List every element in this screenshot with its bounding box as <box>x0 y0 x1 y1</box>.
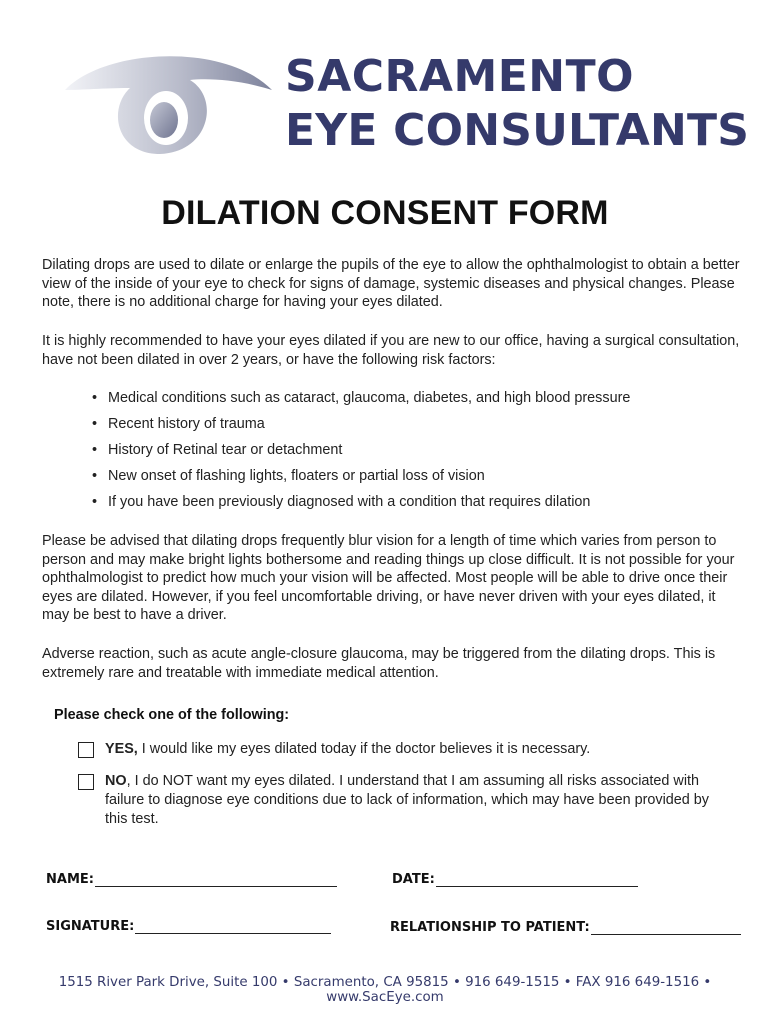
relationship-label: RELATIONSHIP TO PATIENT: <box>390 920 590 935</box>
list-item <box>92 388 732 414</box>
option-no <box>78 772 728 829</box>
adverse-reaction-paragraph: Adverse reaction, such as acute angle-closure glaucoma, may be triggered from the dilating drops. This is extremely rare and treatable with immediate medical attention. <box>42 646 716 681</box>
no-checkbox[interactable] <box>78 774 94 790</box>
option-no-strong: NO <box>105 773 127 789</box>
signature-label: SIGNATURE: <box>46 919 135 934</box>
risk-factor-text: History of Retinal tear or detachment <box>108 442 343 458</box>
bullet-icon: • <box>92 390 98 406</box>
name-field <box>46 872 337 887</box>
side-effects-paragraph: Please be advised that dilating drops frequently blur vision for a length of time which varies from person to person and may make bright lights bothersome and reading things up close difficult. It is not possible for your ophthalmologist to predict how much your vision will be affected. Most people will be able to drive once their eyes are dilated. However, if you feel uncomfortable driving, or have never driven with your eyes dilated, it may be best to have a driver. <box>42 533 735 624</box>
signature-input-line[interactable] <box>135 919 331 934</box>
list-item <box>92 466 732 492</box>
list-item <box>92 414 732 440</box>
brand-line-2: EYE CONSULTANTS <box>285 105 750 156</box>
risk-factor-text: Recent history of trauma <box>108 416 265 432</box>
option-yes <box>78 740 728 759</box>
date-input-line[interactable] <box>436 872 638 887</box>
option-no-text <box>105 772 728 829</box>
risk-factor-text: If you have been previously diagnosed with a condition that requires dilation <box>108 494 591 510</box>
form-title: DILATION CONSENT FORM <box>161 194 609 232</box>
list-item <box>92 440 732 466</box>
risk-factor-list <box>92 388 732 518</box>
relationship-input-line[interactable] <box>591 920 741 935</box>
footer-contact: 1515 River Park Drive, Suite 100 • Sacramento, CA 95815 • 916 649-1515 • FAX 916 649-1516 • www.SacEye.com <box>58 975 712 1005</box>
relationship-field <box>390 920 741 935</box>
option-yes-detail: I would like my eyes dilated today if the doctor believes it is necessary. <box>137 741 591 757</box>
recommendation-paragraph: It is highly recommended to have your eyes dilated if you are new to our office, having a surgical consultation, have not been dilated in over 2 years, or have the following risk factors: <box>42 333 740 368</box>
name-label: NAME: <box>46 872 94 887</box>
bullet-icon: • <box>92 442 98 458</box>
brand-line-1: SACRAMENTO <box>285 51 635 102</box>
signature-field <box>46 919 331 934</box>
option-yes-strong: YES, <box>105 741 138 757</box>
brand-name <box>285 51 750 156</box>
yes-checkbox[interactable] <box>78 742 94 758</box>
eye-logo-icon <box>60 50 280 160</box>
list-item <box>92 492 732 518</box>
name-input-line[interactable] <box>95 872 337 887</box>
bullet-icon: • <box>92 494 98 510</box>
risk-factor-text: Medical conditions such as cataract, glaucoma, diabetes, and high blood pressure <box>108 390 631 406</box>
check-instruction: Please check one of the following: <box>54 707 290 723</box>
risk-factor-text: New onset of flashing lights, floaters or partial loss of vision <box>108 468 485 484</box>
option-yes-text <box>105 740 728 759</box>
intro-paragraph: Dilating drops are used to dilate or enlarge the pupils of the eye to allow the ophthalmologist to obtain a better view of the inside of your eye to check for signs of damage, systemic diseases and physical changes. Please note, there is no additional charge for having your eyes dilated. <box>42 257 740 311</box>
option-no-detail: , I do NOT want my eyes dilated. I understand that I am assuming all risks associated with failure to diagnose eye conditions due to lack of information, which may have been provided by this test. <box>105 773 709 827</box>
date-label: DATE: <box>392 872 435 887</box>
bullet-icon: • <box>92 468 98 484</box>
bullet-icon: • <box>92 416 98 432</box>
date-field <box>392 872 638 887</box>
